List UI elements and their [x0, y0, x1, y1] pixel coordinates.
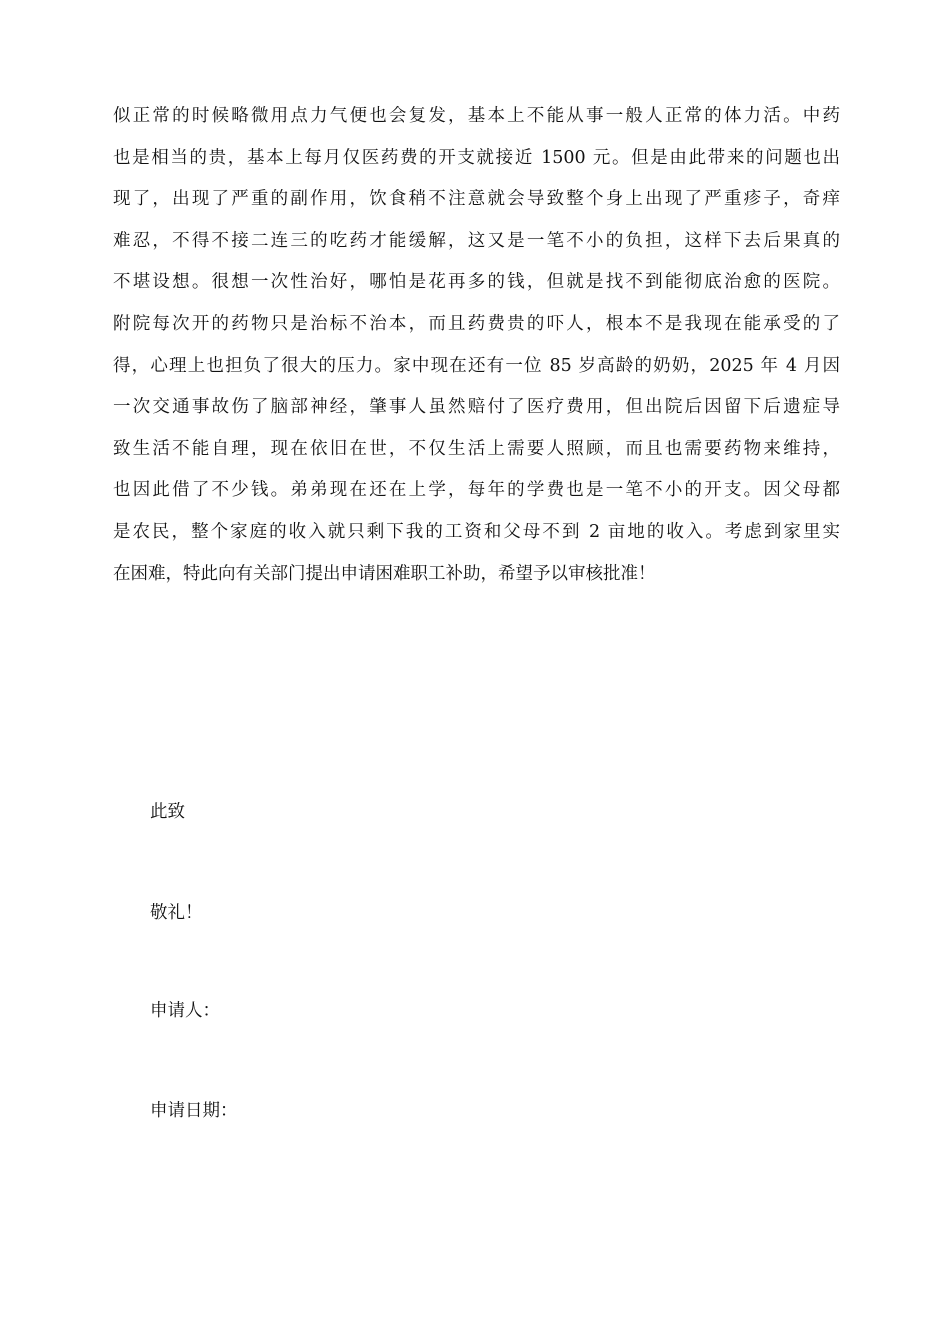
body-line-6: 附院每次开的药物只是治标不治本，而且药费贵的吓人，根本不是我现在能承受的了: [113, 313, 840, 334]
regards: 敬礼！: [150, 903, 203, 923]
body-line-4: 难忍，不得不接二连三的吃药才能缓解，这又是一笔不小的负担，这样下去后果真的: [113, 230, 840, 251]
date-label: 申请日期：: [150, 1101, 238, 1121]
applicant-label: 申请人：: [150, 1001, 220, 1021]
body-line-2: 也是相当的贵，基本上每月仅医药费的开支就接近 1500 元。但是由此带来的问题也出: [113, 147, 840, 168]
body-line-9: 致生活不能自理，现在依旧在世，不仅生活上需要人照顾，而且也需要药物来维持，: [113, 438, 840, 459]
body-line-8: 一次交通事故伤了脑部神经，肇事人虽然赔付了医疗费用，但出院后因留下后遗症导: [113, 397, 840, 418]
body-line-5: 不堪设想。很想一次性治好，哪怕是花再多的钱，但就是找不到能彻底治愈的医院。: [113, 272, 840, 293]
body-line-1: 似正常的时候略微用点力气便也会复发，基本上不能从事一般人正常的体力活。中药: [113, 106, 840, 126]
letter-body: [113, 96, 840, 595]
body-line-12: 在困难，特此向有关部门提出申请困难职工补助，希望予以审核批准！: [113, 563, 656, 584]
body-line-11: 是农民，整个家庭的收入就只剩下我的工资和父母不到 2 亩地的收入。考虑到家里实: [113, 521, 840, 542]
body-line-3: 现了，出现了严重的副作用，饮食稍不注意就会导致整个身上出现了严重疹子，奇痒: [113, 189, 840, 210]
body-line-10: 也因此借了不少钱。弟弟现在还在上学，每年的学费也是一笔不小的开支。因父母都: [113, 480, 840, 501]
salutation: 此致: [150, 802, 185, 822]
body-line-7: 得，心理上也担负了很大的压力。家中现在还有一位 85 岁高龄的奶奶，2025 年 4 月因: [113, 355, 840, 376]
